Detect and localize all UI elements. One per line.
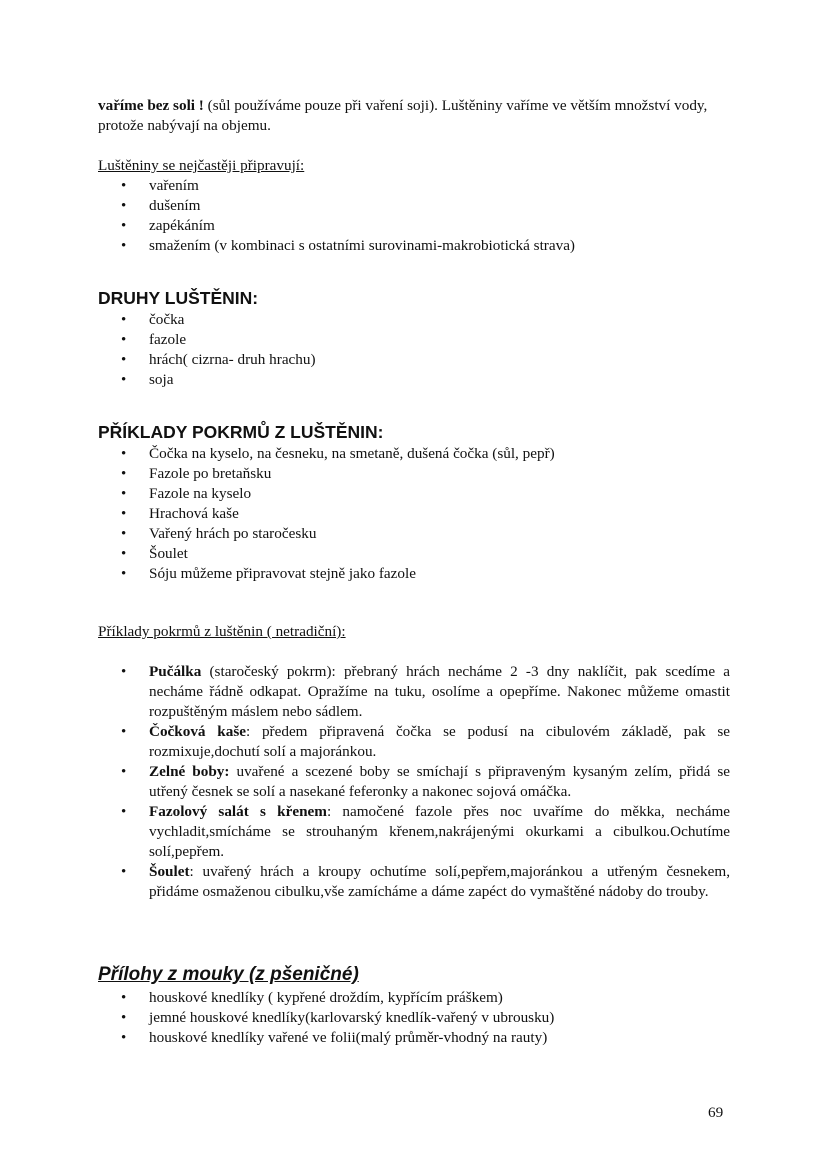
list-item <box>98 722 730 762</box>
item-text: : předem připravená čočka se podusí na cibulovém základě, pak se rozmixuje,dochutí solí a majoránkou. <box>149 723 730 760</box>
list-item <box>98 762 730 802</box>
document-page <box>98 96 730 1048</box>
nontrad-list <box>98 662 730 902</box>
list-item: • Fazole po bretaňsku <box>98 464 730 484</box>
nontrad-heading: Příklady pokrmů z luštěnin ( netradiční): <box>98 623 346 640</box>
examples-heading: PŘÍKLADY POKRMŮ Z LUŠTĚNIN: <box>98 422 384 442</box>
list-item: • vařením <box>98 176 730 196</box>
list-item: • Vařený hrách po staročesku <box>98 524 730 544</box>
examples-list <box>98 444 730 584</box>
list-item: • houskové knedlíky vařené ve folii(malý průměr-vhodný na rauty) <box>98 1028 730 1048</box>
item-term: Šoulet <box>149 863 190 880</box>
item-term: Fazolový salát s křenem <box>149 803 327 820</box>
list-item: • Čočka na kyselo, na česneku, na smetaně, dušená čočka (sůl, pepř) <box>98 444 730 464</box>
item-term: Pučálka <box>149 663 202 680</box>
list-item: • soja <box>98 370 730 390</box>
list-item: • čočka <box>98 310 730 330</box>
types-list <box>98 310 730 390</box>
list-item: • dušením <box>98 196 730 216</box>
list-item: • zapékáním <box>98 216 730 236</box>
list-item: • jemné houskové knedlíky(karlovarský knedlík-vařený v ubrousku) <box>98 1008 730 1028</box>
item-text: : uvařený hrách a kroupy ochutíme solí,pepřem,majoránkou a utřeným česnekem, přidáme osmaženou cibulku,vše zamícháme a dáme zapéct do vymaštěné nádoby do trouby. <box>149 863 730 900</box>
list-item: • hrách( cizrna- druh hrachu) <box>98 350 730 370</box>
list-item: • fazole <box>98 330 730 350</box>
list-item <box>98 662 730 722</box>
item-text: uvařené a scezené boby se smíchají s připraveným kysaným zelím, přidá se utřený česnek se solí a nasekané feferonky a nakonec sojová omáčka. <box>149 763 731 800</box>
list-item: • Fazole na kyselo <box>98 484 730 504</box>
flour-heading: Přílohy z mouky (z pšeničné) <box>98 964 359 985</box>
list-item: • Sóju můžeme připravovat stejně jako fazole <box>98 564 730 584</box>
intro-bold: vaříme bez soli ! <box>98 97 204 114</box>
list-item: • smažením (v kombinaci s ostatními surovinami-makrobiotická strava) <box>98 236 730 256</box>
intro-paragraph <box>98 96 730 136</box>
prep-heading: Luštěniny se nejčastěji připravují: <box>98 157 305 174</box>
intro-text: (sůl používáme pouze při vaření soji). Luštěniny vaříme ve větším množství vody, protože nabývají na objemu. <box>98 97 708 134</box>
item-term: Čočková kaše <box>149 723 246 740</box>
prep-list <box>98 176 730 256</box>
types-heading: DRUHY LUŠTĚNIN: <box>98 288 259 308</box>
list-item <box>98 862 730 902</box>
list-item <box>98 802 730 862</box>
list-item: • houskové knedlíky ( kypřené droždím, kypřícím práškem) <box>98 988 730 1008</box>
flour-list <box>98 988 730 1048</box>
item-text: : namočené fazole přes noc uvaříme do měkka, necháme vychladit,smícháme se strouhaným křenem,nakrájenými okurkami a cibulkou.Ochutíme solí,pepřem. <box>149 803 731 860</box>
list-item: • Hrachová kaše <box>98 504 730 524</box>
page-number: 69 <box>708 1104 724 1121</box>
list-item: • Šoulet <box>98 544 730 564</box>
item-text: (staročeský pokrm): přebraný hrách necháme 2 -3 dny naklíčit, pak scedíme a necháme řádně odkapat. Opražíme na tuku, osolíme a opepříme. Nakonec můžeme omastit rozpuštěným máslem nebo sádlem. <box>149 663 730 720</box>
item-term: Zelné boby: <box>149 763 230 780</box>
